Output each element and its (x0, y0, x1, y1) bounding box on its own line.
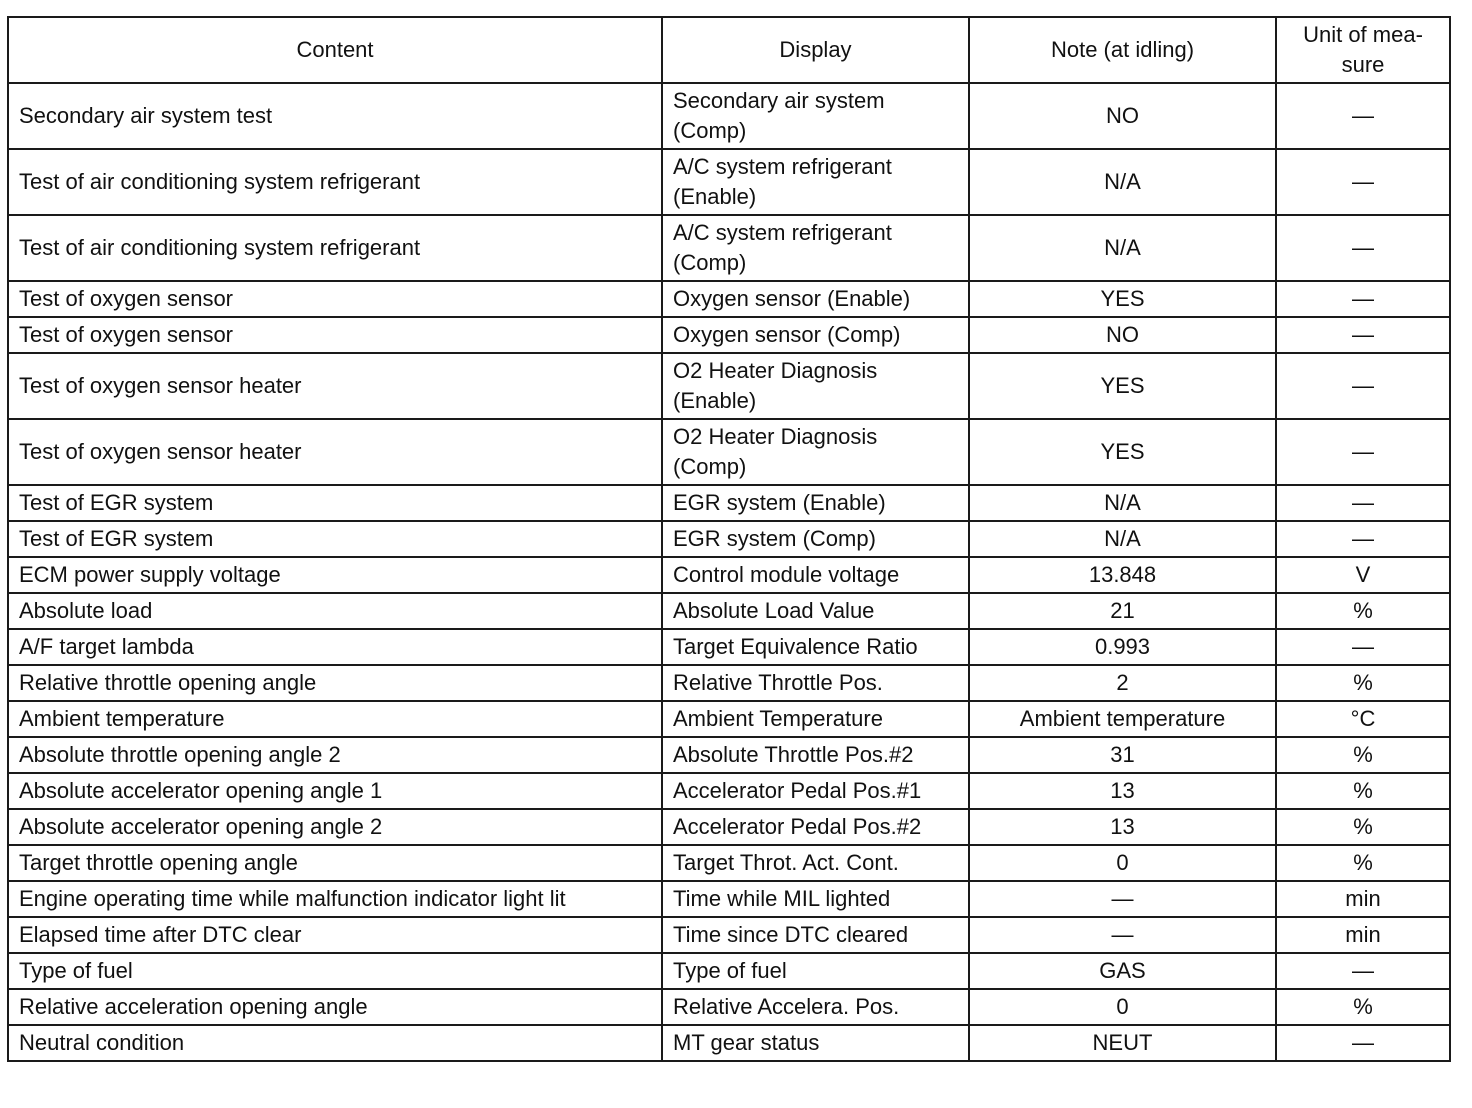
cell-unit: — (1276, 353, 1450, 419)
table-row (8, 281, 1450, 317)
cell-unit: — (1276, 953, 1450, 989)
cell-note: 13 (969, 773, 1276, 809)
table-row (8, 845, 1450, 881)
cell-note: NO (969, 83, 1276, 149)
cell-content: ECM power supply voltage (8, 557, 662, 593)
cell-unit: min (1276, 881, 1450, 917)
cell-display-line: (Comp) (673, 118, 747, 143)
cell-display (662, 953, 969, 989)
cell-content: Absolute load (8, 593, 662, 629)
cell-content: A/F target lambda (8, 629, 662, 665)
table-row (8, 1025, 1450, 1061)
cell-display-line: A/C system refrigerant (673, 154, 892, 179)
table-row (8, 83, 1450, 149)
cell-content: Neutral condition (8, 1025, 662, 1061)
cell-unit: % (1276, 737, 1450, 773)
cell-content: Engine operating time while malfunction indicator light lit (8, 881, 662, 917)
cell-note: 0 (969, 989, 1276, 1025)
table-row (8, 701, 1450, 737)
cell-unit: — (1276, 521, 1450, 557)
table-row (8, 953, 1450, 989)
table-row (8, 521, 1450, 557)
cell-display (662, 83, 969, 149)
cell-display-line: Secondary air system (673, 88, 885, 113)
table-row (8, 593, 1450, 629)
cell-display-line: Absolute Throttle Pos.#2 (673, 742, 914, 767)
cell-note: YES (969, 419, 1276, 485)
cell-display (662, 419, 969, 485)
cell-unit: — (1276, 281, 1450, 317)
cell-content: Type of fuel (8, 953, 662, 989)
table-row (8, 989, 1450, 1025)
cell-note: YES (969, 353, 1276, 419)
cell-note: 0.993 (969, 629, 1276, 665)
cell-note: 21 (969, 593, 1276, 629)
cell-note: N/A (969, 215, 1276, 281)
table-row (8, 557, 1450, 593)
header-unit-line-2: sure (1341, 52, 1385, 77)
cell-display-line: EGR system (Comp) (673, 526, 876, 551)
cell-display (662, 737, 969, 773)
table-row (8, 917, 1450, 953)
cell-display (662, 521, 969, 557)
table-body (8, 83, 1450, 1061)
cell-note: 31 (969, 737, 1276, 773)
cell-display (662, 629, 969, 665)
cell-content: Absolute accelerator opening angle 2 (8, 809, 662, 845)
cell-display (662, 881, 969, 917)
cell-display-line: (Enable) (673, 184, 757, 209)
cell-display (662, 317, 969, 353)
cell-display-line: A/C system refrigerant (673, 220, 892, 245)
cell-note: YES (969, 281, 1276, 317)
cell-unit: V (1276, 557, 1450, 593)
cell-display-line: Relative Accelera. Pos. (673, 994, 900, 1019)
table-row (8, 773, 1450, 809)
cell-display-line: Accelerator Pedal Pos.#1 (673, 778, 922, 803)
cell-content: Test of oxygen sensor (8, 281, 662, 317)
table-row (8, 353, 1450, 419)
cell-display (662, 557, 969, 593)
cell-display (662, 1025, 969, 1061)
header-note: Note (at idling) (969, 17, 1276, 83)
table-row (8, 485, 1450, 521)
cell-content: Test of oxygen sensor (8, 317, 662, 353)
table-row (8, 419, 1450, 485)
cell-display-line: (Enable) (673, 388, 757, 413)
cell-unit: — (1276, 419, 1450, 485)
cell-note: 2 (969, 665, 1276, 701)
cell-display (662, 773, 969, 809)
cell-content: Test of oxygen sensor heater (8, 419, 662, 485)
cell-display-line: MT gear status (673, 1030, 820, 1055)
header-unit (1276, 17, 1450, 83)
cell-note: 13.848 (969, 557, 1276, 593)
cell-display (662, 809, 969, 845)
cell-unit: min (1276, 917, 1450, 953)
cell-display (662, 917, 969, 953)
cell-unit: % (1276, 845, 1450, 881)
cell-unit: % (1276, 665, 1450, 701)
table-row (8, 317, 1450, 353)
cell-content: Absolute throttle opening angle 2 (8, 737, 662, 773)
cell-unit: °C (1276, 701, 1450, 737)
cell-display-line: Control module voltage (673, 562, 900, 587)
cell-content: Target throttle opening angle (8, 845, 662, 881)
cell-display (662, 149, 969, 215)
cell-note: N/A (969, 521, 1276, 557)
cell-note: — (969, 881, 1276, 917)
cell-content: Test of air conditioning system refrigerant (8, 215, 662, 281)
cell-content: Absolute accelerator opening angle 1 (8, 773, 662, 809)
cell-unit: — (1276, 1025, 1450, 1061)
cell-note: 0 (969, 845, 1276, 881)
header-row (8, 17, 1450, 83)
table-row (8, 881, 1450, 917)
cell-content: Test of air conditioning system refrigerant (8, 149, 662, 215)
cell-display-line: Oxygen sensor (Enable) (673, 286, 911, 311)
cell-display (662, 281, 969, 317)
cell-unit: % (1276, 773, 1450, 809)
cell-display-line: Absolute Load Value (673, 598, 875, 623)
cell-unit: — (1276, 83, 1450, 149)
cell-display-line: (Comp) (673, 454, 747, 479)
cell-unit: % (1276, 809, 1450, 845)
table-row (8, 737, 1450, 773)
cell-unit: — (1276, 485, 1450, 521)
header-unit-line-1: Unit of mea- (1303, 22, 1423, 47)
cell-note: GAS (969, 953, 1276, 989)
cell-content: Secondary air system test (8, 83, 662, 149)
table-row (8, 215, 1450, 281)
cell-unit: — (1276, 629, 1450, 665)
cell-display-line: Oxygen sensor (Comp) (673, 322, 901, 347)
cell-display-line: Time while MIL lighted (673, 886, 891, 911)
header-content: Content (8, 17, 662, 83)
cell-note: Ambient temperature (969, 701, 1276, 737)
cell-display-line: (Comp) (673, 250, 747, 275)
cell-display-line: Time since DTC cleared (673, 922, 909, 947)
table-row (8, 149, 1450, 215)
cell-content: Relative acceleration opening angle (8, 989, 662, 1025)
spec-table (7, 16, 1451, 1062)
cell-display (662, 665, 969, 701)
cell-display-line: Ambient Temperature (673, 706, 883, 731)
cell-unit: % (1276, 989, 1450, 1025)
cell-note: N/A (969, 149, 1276, 215)
header-display: Display (662, 17, 969, 83)
cell-content: Ambient temperature (8, 701, 662, 737)
cell-display-line: EGR system (Enable) (673, 490, 886, 515)
cell-content: Test of EGR system (8, 521, 662, 557)
cell-display (662, 989, 969, 1025)
cell-display-line: O2 Heater Diagnosis (673, 424, 878, 449)
cell-display-line: Relative Throttle Pos. (673, 670, 883, 695)
cell-note: NO (969, 317, 1276, 353)
cell-unit: % (1276, 593, 1450, 629)
cell-content: Elapsed time after DTC clear (8, 917, 662, 953)
cell-content: Relative throttle opening angle (8, 665, 662, 701)
cell-note: 13 (969, 809, 1276, 845)
cell-display-line: Target Equivalence Ratio (673, 634, 918, 659)
cell-display (662, 215, 969, 281)
cell-unit: — (1276, 149, 1450, 215)
cell-display (662, 485, 969, 521)
table-row (8, 665, 1450, 701)
cell-display (662, 593, 969, 629)
cell-display-line: Type of fuel (673, 958, 787, 983)
cell-display (662, 845, 969, 881)
cell-display-line: Target Throt. Act. Cont. (673, 850, 899, 875)
cell-display-line: O2 Heater Diagnosis (673, 358, 878, 383)
table-row (8, 809, 1450, 845)
cell-content: Test of oxygen sensor heater (8, 353, 662, 419)
cell-unit: — (1276, 317, 1450, 353)
cell-note: NEUT (969, 1025, 1276, 1061)
cell-unit: — (1276, 215, 1450, 281)
cell-display (662, 701, 969, 737)
table-row (8, 629, 1450, 665)
cell-content: Test of EGR system (8, 485, 662, 521)
cell-note: — (969, 917, 1276, 953)
cell-display (662, 353, 969, 419)
cell-note: N/A (969, 485, 1276, 521)
cell-display-line: Accelerator Pedal Pos.#2 (673, 814, 922, 839)
